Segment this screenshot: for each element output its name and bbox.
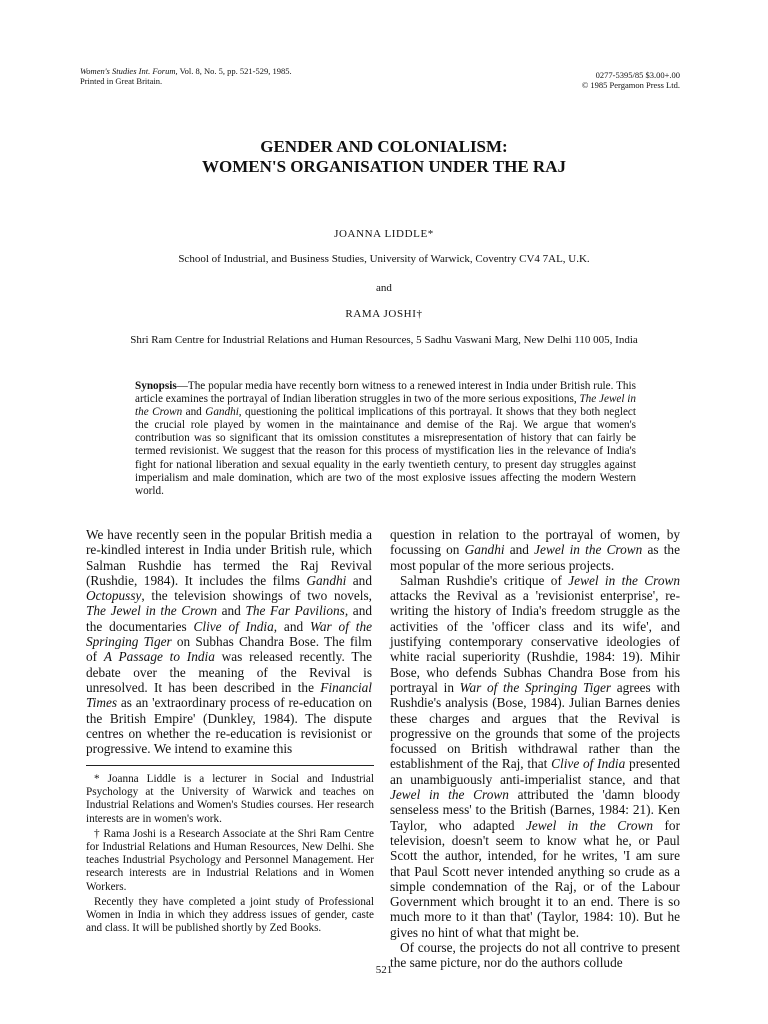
author-1: JOANNA LIDDLE* (334, 228, 434, 240)
synopsis-text: , questioning the political implications of this portrayal. It shows that they both neglect the crucial role played by women in the maintainance and demise of the Raj. We argue that women's contribution was so significant that its omission constitutes a misrepresentation of history that can fairly be termed revisionist. We suggest that the reason for this process of mystification lies in the relevance of India's fight for national liberation and sexual equality in the early twentieth century, to present day struggles against imperialism and male domination, which are two of the most explosive issues affecting the modern Western world. (135, 406, 636, 497)
body-text: attacks the Revival as a 'revisionist enterprise', re-writing the history of India's freedom struggle as the activities of the 'officer class and its wife', and justifying contemporary conservative ideologies of white racial superiority (Rushdie, 1984: 19). Mihir Bose, who defends Subhas Chandra Bose from his portrayal in (390, 588, 680, 695)
publisher-info (582, 70, 680, 90)
work-title: Gandhi (306, 572, 347, 588)
body-text: was released recently. The debate over the meaning of the Revival is unresolved. It has been described in the (86, 649, 372, 695)
work-title: Jewel in the Crown (568, 572, 680, 588)
body-text: , and (273, 618, 310, 634)
citation-line (80, 66, 292, 76)
page-number: 521 (375, 964, 393, 976)
body-text: for television, doesn't seem to know what he, or Paul Scott the author, intended, for he writes, 'I am sure that Paul Scott never intended anything so crude as a simple condemnation of the Raj, or of the Labour Government which brought it to an end. There is so much more to it than that' (Taylor, 1984: 10). But he gives no hint of what that might be. (390, 817, 680, 940)
work-title: Jewel in the Crown (526, 817, 654, 833)
work-title: Financial Times (86, 679, 372, 711)
work-title: Jewel in the Crown (534, 542, 643, 558)
work-title: Octopussy (86, 588, 142, 604)
body-text: , the television showings of two novels, (141, 588, 372, 604)
footnote-author-2: † Rama Joshi is a Research Associate at the Shri Ram Centre for Industrial Relations and Human Resources, New Delhi. She teaches Industrial Psychology and Personnel Management. Her research interests are in Industrial Relations and in Women Workers. (86, 827, 374, 893)
synopsis-label: Synopsis (135, 380, 177, 392)
work-title: A Passage to India (103, 649, 215, 665)
footnote-divider (86, 765, 374, 766)
body-text: We have recently seen in the popular British media a re-kindled interest in India under British rule, which Salman Rushdie has termed the Raj Revival (Rushdie, 1984). It includes the films (86, 527, 372, 588)
synopsis (135, 380, 636, 498)
work-title: The Jewel in the Crown (86, 603, 218, 619)
body-text: attributed the 'damn bloody senseless mess' to the British (Barnes, 1984: 21). Ken Taylor, who adapted (390, 787, 681, 833)
affiliation-1: School of Industrial, and Business Studies, University of Warwick, Coventry CV4 7AL, U.K. (178, 253, 590, 265)
copyright-line: © 1985 Pergamon Press Ltd. (581, 80, 680, 90)
synopsis-title-ref: The Jewel in the Crown (135, 393, 637, 419)
author-2: RAMA JOSHI† (345, 308, 423, 320)
body-text: as an 'extraordinary process of re-education on the British Empire' (Dunkley, 1984). The dispute centres on whether the re-education is revisionist or progressive. We intend to examine this (86, 695, 372, 757)
synopsis-title-ref: Gandhi (205, 406, 239, 419)
body-text: as the most popular of the more serious projects. (390, 542, 680, 573)
work-title: Clive of India (193, 618, 274, 634)
body-text: on Subhas Chandra Bose. The film of (86, 634, 373, 665)
title-line-2: WOMEN'S ORGANISATION UNDER THE RAJ (202, 157, 566, 176)
body-text: and (504, 542, 535, 558)
body-column-right (390, 527, 680, 971)
work-title: The Far Pavilions (245, 603, 345, 619)
author-conjunction: and (376, 282, 392, 294)
work-title: War of the Springing Tiger (459, 679, 612, 695)
title-line-1: GENDER AND COLONIALISM: (260, 137, 508, 156)
printed-in: Printed in Great Britain. (80, 76, 163, 86)
journal-citation (80, 66, 292, 86)
body-text: and (346, 572, 372, 588)
footnote-author-1: * Joanna Liddle is a lecturer in Social and Industrial Psychology at the University of Warwick and teaches on Industrial Relations and Women's Studies courses. Her research interests are in women's work. (86, 773, 374, 825)
body-text: and (217, 603, 246, 619)
body-column-left (86, 527, 372, 756)
work-title: Gandhi (464, 542, 505, 558)
work-title: Jewel in the Crown (390, 787, 509, 803)
body-paragraph (390, 527, 680, 573)
body-paragraph: Of course, the projects do not all contrive to present the same picture, nor do the authors collude (390, 940, 680, 971)
synopsis-text: and (182, 406, 206, 419)
body-text: , and the documentaries (86, 603, 372, 634)
body-text: presented an unambiguously anti-imperialist stance, and that (390, 756, 680, 787)
article-title (0, 137, 768, 177)
footnote-joint-study: Recently they have completed a joint study of Professional Women in India in which they address issues of gender, caste and class. It will be published shortly by Zed Books. (86, 895, 374, 935)
journal-name: Women's Studies Int. Forum, (80, 66, 178, 76)
price-code: 0277-5395/85 $3.00+.00 (595, 70, 680, 80)
work-title: Clive of India (551, 756, 626, 772)
body-text: Salman Rushdie's critique of (400, 572, 569, 588)
work-title: War of the Springing Tiger (86, 618, 373, 650)
body-text: agrees with Rushdie's analysis (Bose, 1984). Julian Barnes denies these charges and argues that the Revival is progressive on the grounds that some of the projects focussed on British withdrawal rather than the establishment of the Raj, that (390, 679, 680, 772)
footnotes (86, 773, 374, 937)
body-paragraph (86, 527, 372, 756)
body-text: question in relation to the portrayal of women, by focussing on (390, 527, 680, 558)
body-paragraph (390, 573, 680, 940)
volume-info: Vol. 8, No. 5, pp. 521-529, 1985. (177, 66, 292, 76)
synopsis-text: —The popular media have recently born witness to a renewed interest in India under British rule. This article examines the portrayal of Indian liberation struggles in two of the more serious expositions, (135, 380, 636, 406)
affiliation-2: Shri Ram Centre for Industrial Relations and Human Resources, 5 Sadhu Vaswani Marg, New Delhi 110 005, India (130, 334, 638, 346)
